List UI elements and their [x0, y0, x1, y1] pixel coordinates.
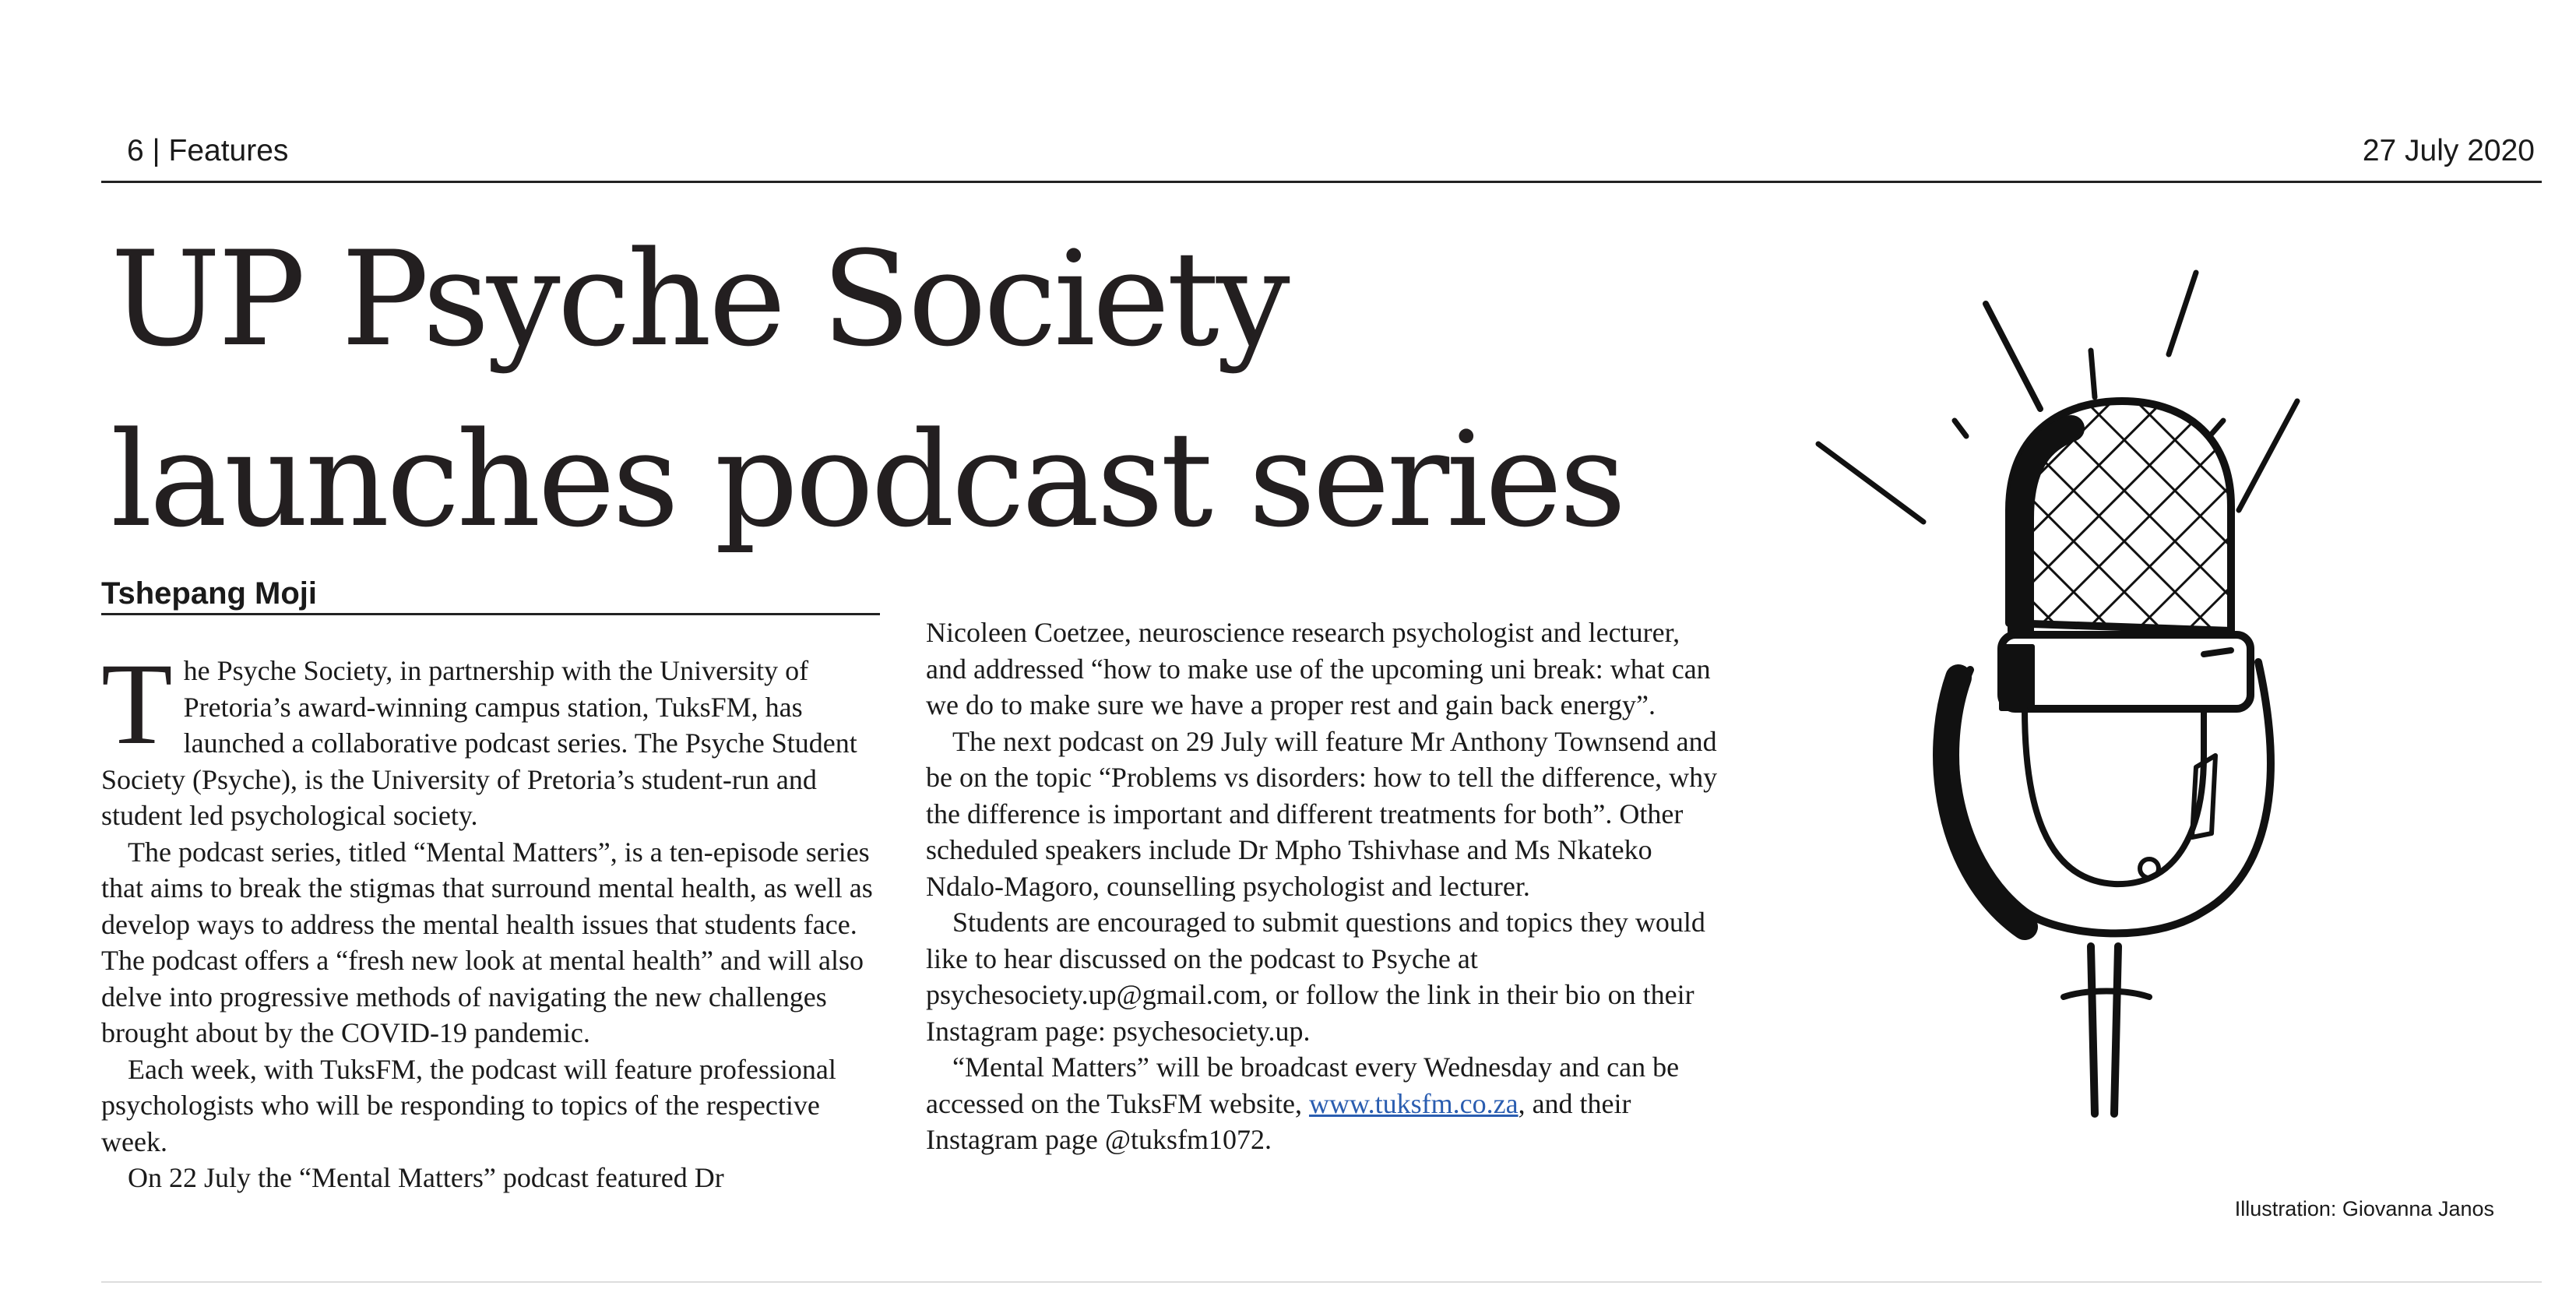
headline-line-2: launches podcast series	[111, 403, 1624, 556]
article-headline	[111, 209, 1668, 570]
issue-date: 27 July 2020	[2362, 134, 2535, 167]
article-paragraph: On 22 July the “Mental Matters” podcast featured Dr	[128, 1162, 724, 1193]
paragraph-text: “Mental Matters” will be broadcast every Wednesday and can be accessed on the TuksFM website,	[926, 1051, 1680, 1119]
article-column-2	[926, 615, 1720, 1158]
tuksfm-website-link[interactable]: www.tuksfm.co.za	[1308, 1087, 1519, 1119]
paragraph-text: he Psyche Society, in partnership with the University of Pretoria’s award-winning campus station, TuksFM, has launched a collaborative podcast series. The Psyche Student Society (Psyche), is the University of Pretoria’s student-run and student led psychological society.	[101, 655, 857, 831]
article-paragraph	[926, 1049, 1720, 1158]
author-byline: Tshepang Moji	[101, 576, 318, 611]
paragraph-text: , and their Instagram page @tuksfm1072.	[926, 1087, 1631, 1155]
article-paragraph: Each week, with TuksFM, the podcast will feature professional psychologists who will be responding to topics of the respective week.	[101, 1053, 836, 1157]
page-section-label: 6 | Features	[127, 134, 289, 167]
article-paragraph: Students are encouraged to submit questions and topics they would like to hear discussed on the podcast to Psyche at psychesociety.up@gmail.com, or follow the link in their bio on their Instagram page: psychesociety.up.	[926, 907, 1705, 1047]
header-divider	[101, 181, 2542, 183]
illustration-credit: Illustration: Giovanna Janos	[2234, 1197, 2494, 1220]
byline-divider	[101, 613, 880, 615]
article-paragraph: Nicoleen Coetzee, neuroscience research psychologist and lecturer, and addressed “how to make use of the upcoming uni break: what can we do to make sure we have a proper rest and gain back energy”.	[926, 617, 1711, 720]
article-column-1	[101, 639, 880, 1196]
microphone-illustration-icon	[1744, 210, 2539, 1238]
headline-line-1: UP Psyche Society	[111, 223, 1287, 375]
footer-divider	[101, 1281, 2542, 1283]
article-paragraph: The podcast series, titled “Mental Matters”, is a ten-episode series that aims to break the stigmas that surround mental health, as well as develop ways to address the mental health issues that students face. The podcast offers a “fresh new look at mental health” and will also delve into progressive methods of navigating the new challenges brought about by the COVID-19 pandemic.	[101, 836, 873, 1048]
drop-cap: T	[101, 639, 173, 769]
article-paragraph: The next podcast on 29 July will feature Mr Anthony Townsend and be on the topic “Problems vs disorders: how to tell the difference, why the difference is important and different treatments for both”. Other scheduled speakers include Dr Mpho Tshivhase and Ms Nkateko Ndalo-Magoro, counselling psychologist and lecturer.	[926, 725, 1718, 902]
article-paragraph	[101, 639, 880, 834]
